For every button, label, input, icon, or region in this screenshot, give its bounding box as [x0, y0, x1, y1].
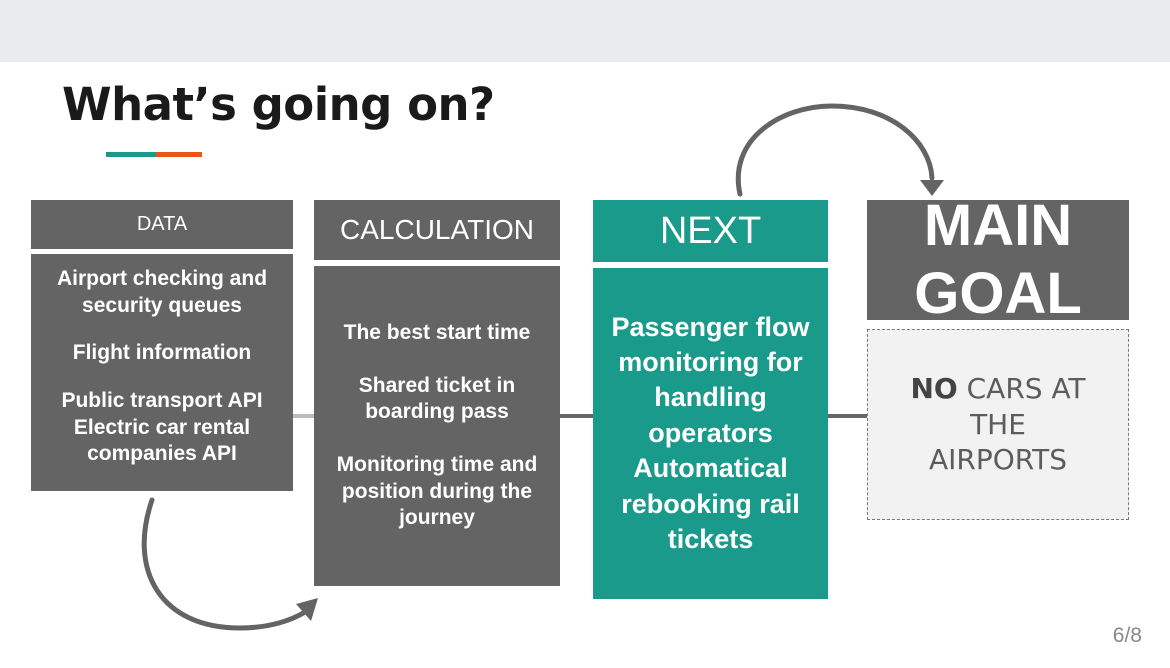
data-item-flight-info: Flight information	[72, 341, 252, 365]
next-text: Passenger flow monitoring for handling operators Automatical rebooking rail tickets	[611, 311, 810, 554]
calculation-header: CALCULATION	[314, 200, 560, 260]
data-item-airport-queues: Airport checking and security queues	[56, 267, 268, 317]
main-goal-body	[867, 329, 1129, 520]
main-goal-header: MAIN GOAL	[867, 200, 1129, 320]
calc-item-monitoring: Monitoring time and position during the journey	[336, 453, 538, 530]
data-item-public-transport: Public transport API	[61, 388, 263, 412]
curved-arrow-next-to-goal	[738, 106, 932, 194]
main-goal-strong: NO	[910, 372, 958, 406]
page-number: 6/8	[1112, 624, 1142, 647]
data-header: DATA	[31, 200, 293, 249]
data-item-car-rental: Electric car rental companies API	[73, 415, 251, 466]
calc-item-best-start-time: The best start time	[343, 321, 531, 345]
next-header: NEXT	[593, 200, 828, 262]
data-body	[31, 254, 293, 491]
calculation-body	[314, 266, 560, 586]
slide-title: What’s going on?	[62, 78, 495, 131]
curved-arrow-data-to-calculation	[144, 500, 305, 628]
next-body	[593, 268, 828, 599]
main-goal-rest: CARS AT THE AIRPORTS	[928, 372, 1086, 477]
calc-item-shared-ticket: Shared ticket in boarding pass	[358, 373, 516, 424]
main-goal-text	[868, 371, 1128, 478]
